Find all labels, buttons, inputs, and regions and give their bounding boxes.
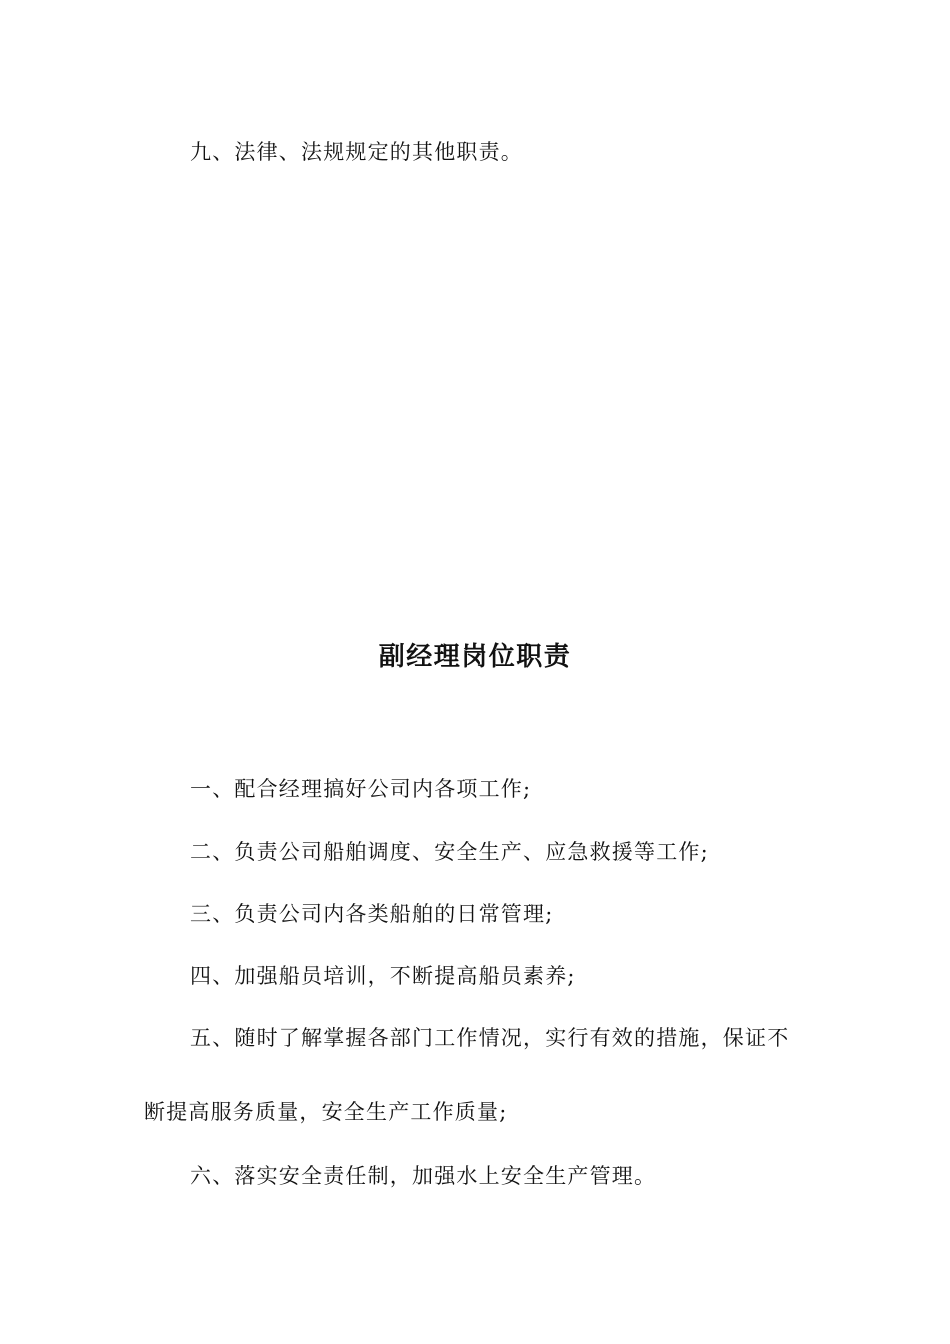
previous-section-last-item: 九、法律、法规规定的其他职责。 <box>190 140 523 164</box>
duty-item-5-line-2: 断提高服务质量，安全生产工作质量; <box>144 1100 508 1124</box>
section-title: 副经理岗位职责 <box>378 642 572 672</box>
duty-item-1: 一、配合经理搞好公司内各项工作; <box>190 777 532 801</box>
duty-item-2: 二、负责公司船舶调度、安全生产、应急救援等工作; <box>190 840 709 864</box>
duty-item-4: 四、加强船员培训，不断提高船员素养; <box>190 964 576 988</box>
duty-item-3: 三、负责公司内各类船舶的日常管理; <box>190 902 554 926</box>
duty-item-5-line-1: 五、随时了解掌握各部门工作情况，实行有效的措施，保证不 <box>190 1026 790 1050</box>
duty-item-6: 六、落实安全责任制，加强水上安全生产管理。 <box>190 1164 657 1188</box>
